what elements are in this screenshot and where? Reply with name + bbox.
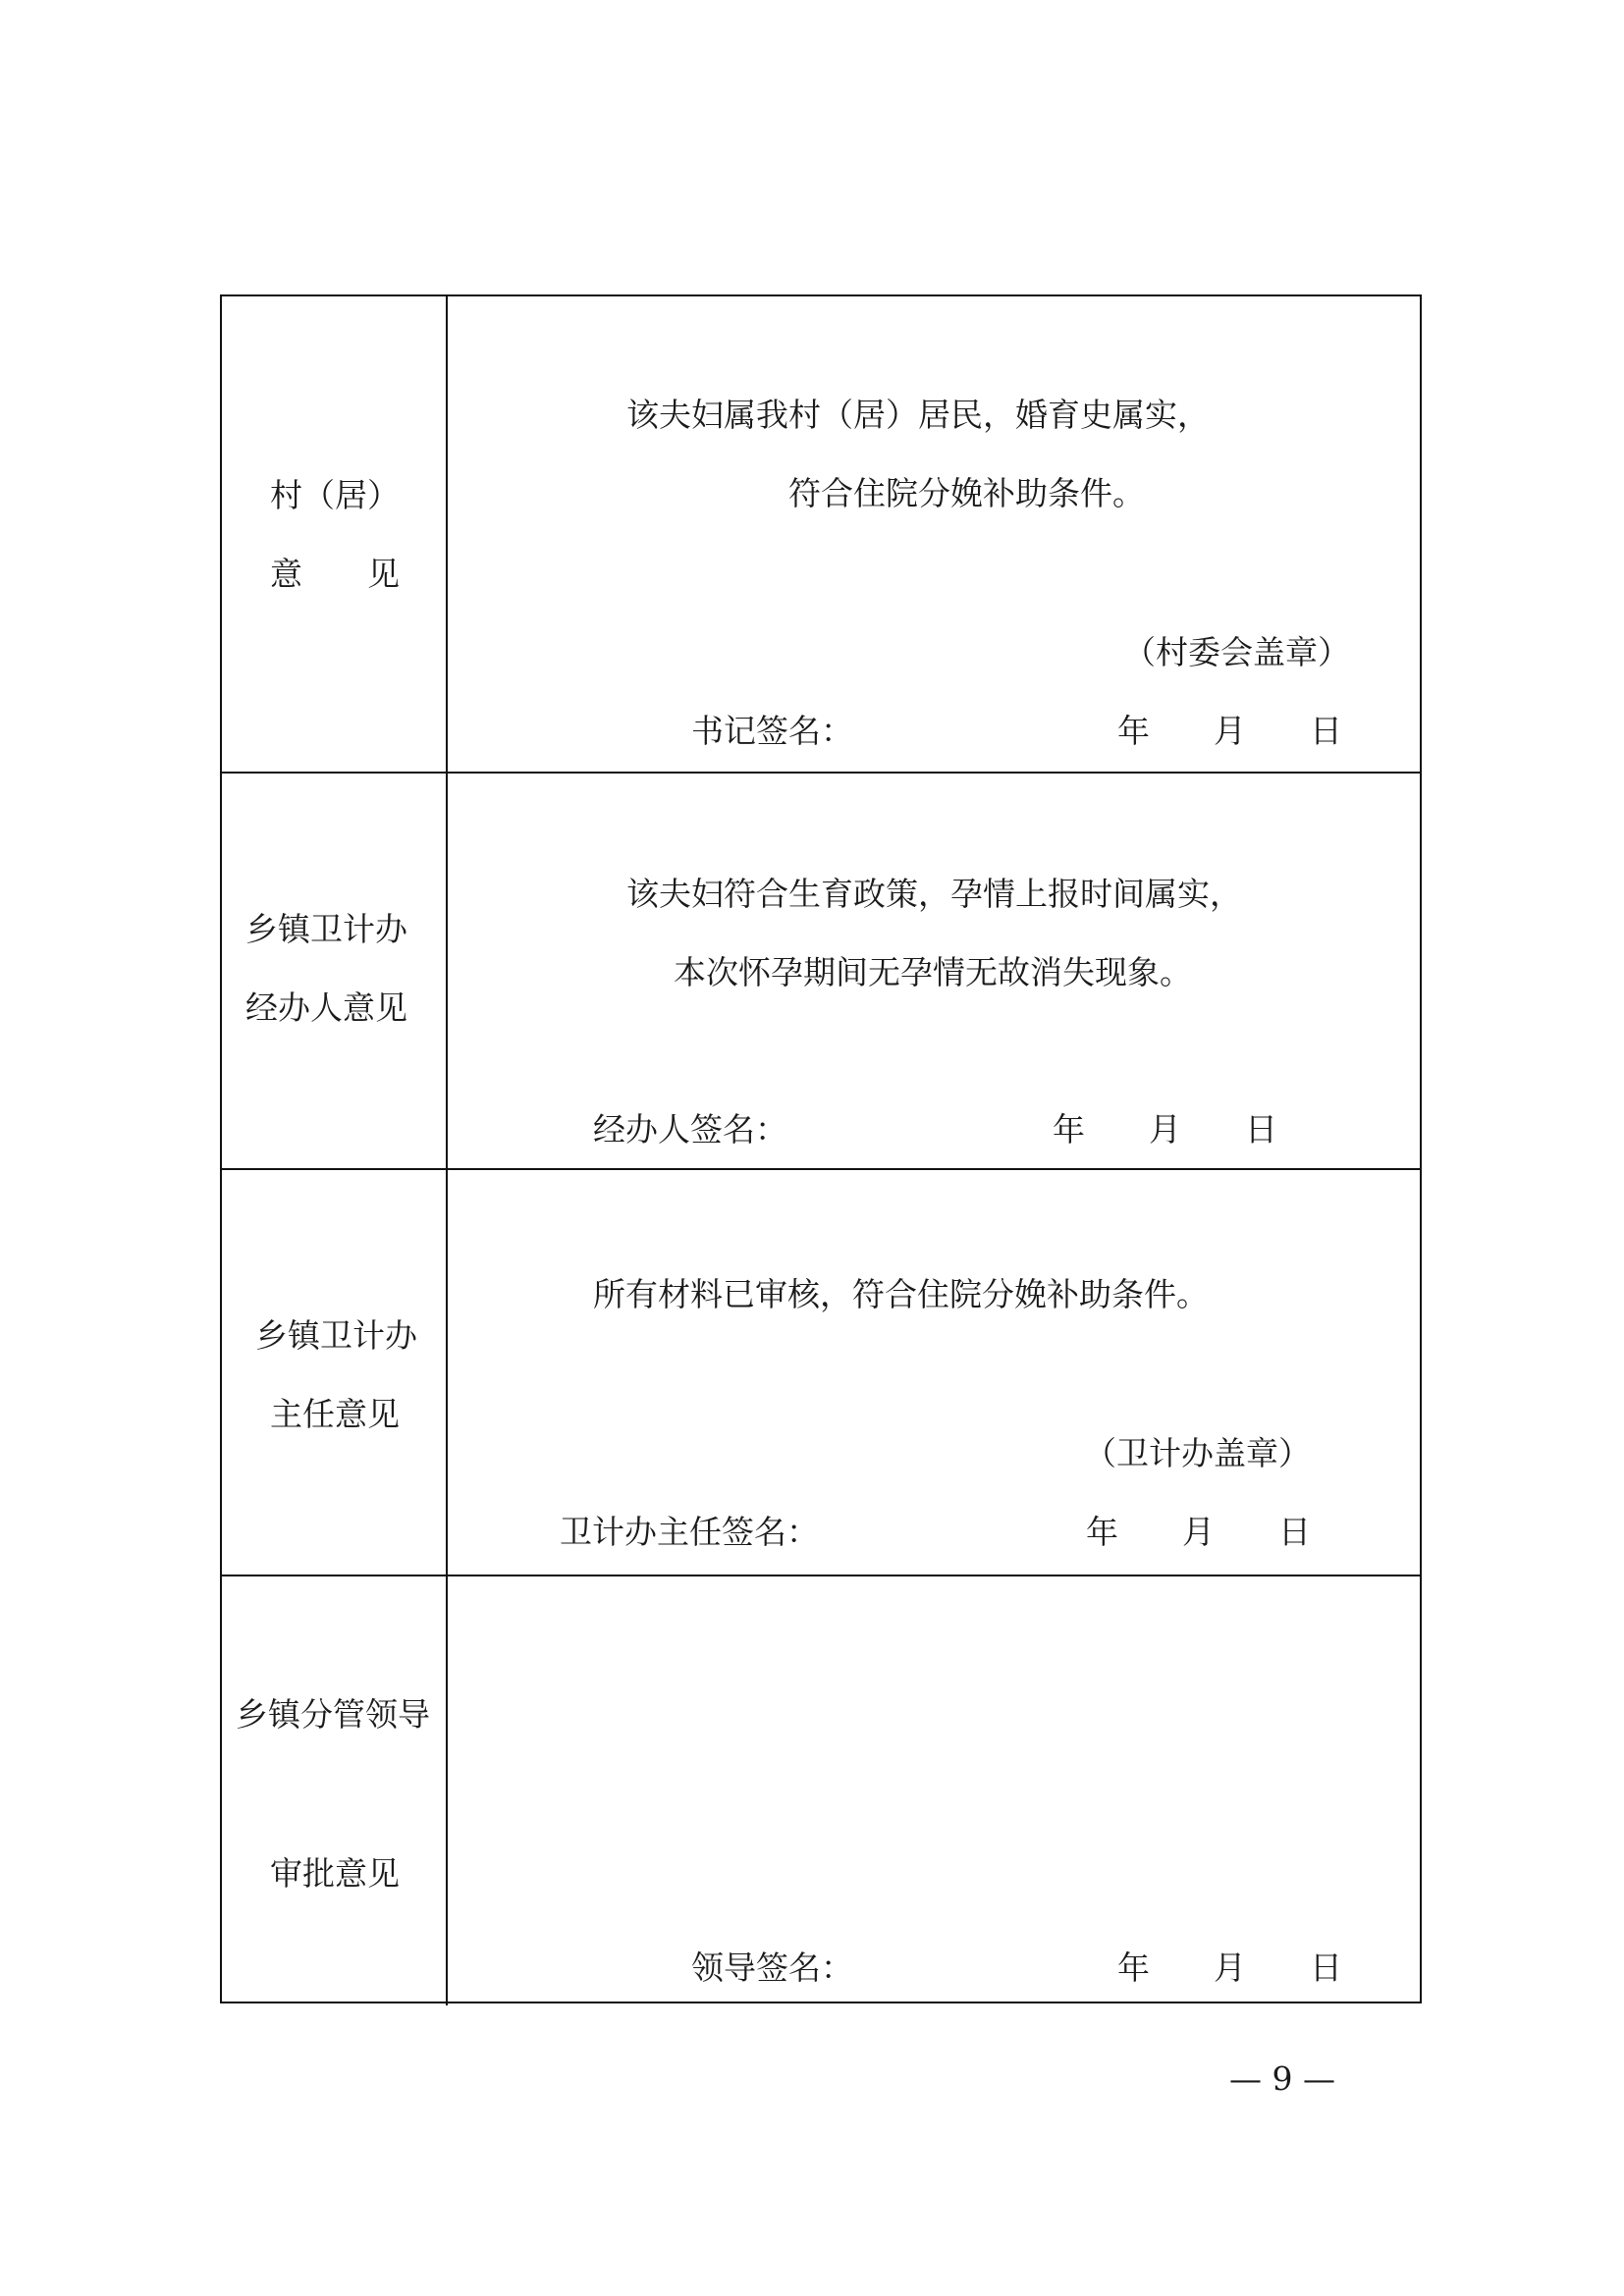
handler-label-line1: 乡镇卫计办 (245, 910, 407, 948)
director-label-line1: 乡镇卫计办 (255, 1316, 417, 1355)
handler-signature-label: 经办人签名： (593, 1110, 787, 1148)
handler-content-line1: 该夫妇符合生育政策，孕情上报时间属实， (626, 875, 1242, 913)
handler-opinion-label-cell (222, 774, 448, 1168)
village-stamp: （村委会盖章） (1123, 633, 1350, 671)
village-opinion-content-cell (448, 296, 1420, 772)
leader-approval-row (222, 1576, 1420, 2005)
handler-content-line2: 本次怀孕期间无孕情无故消失现象。 (674, 953, 1192, 991)
village-signature-label: 书记签名： (691, 712, 853, 750)
handler-month: 月 (1149, 1110, 1181, 1148)
village-content-line1: 该夫妇属我村（居）居民，婚育史属实， (626, 396, 1210, 434)
village-month: 月 (1214, 712, 1246, 750)
approval-form-table (220, 294, 1422, 2003)
director-opinion-label-cell (222, 1170, 448, 1575)
leader-label-line1: 乡镇分管领导 (236, 1695, 430, 1734)
director-opinion-content-cell (448, 1170, 1420, 1575)
leader-month: 月 (1214, 1949, 1246, 1987)
leader-approval-content-cell (448, 1576, 1420, 2005)
director-year: 年 (1086, 1513, 1118, 1551)
director-label-line2: 主任意见 (270, 1395, 400, 1433)
village-label-line1: 村（居） (270, 476, 400, 514)
director-signature-label: 卫计办主任签名： (560, 1513, 819, 1551)
leader-approval-label-cell (222, 1576, 448, 2005)
handler-label-line2: 经办人意见 (245, 988, 407, 1027)
director-content-line1: 所有材料已审核，符合住院分娩补助条件。 (593, 1275, 1209, 1313)
director-opinion-row (222, 1170, 1420, 1576)
village-opinion-label-cell (222, 296, 448, 772)
director-month: 月 (1182, 1513, 1215, 1551)
village-content-line2: 符合住院分娩补助条件。 (788, 474, 1145, 512)
handler-day: 日 (1245, 1110, 1277, 1148)
leader-signature-label: 领导签名： (691, 1949, 853, 1987)
leader-day: 日 (1310, 1949, 1342, 1987)
village-opinion-row (222, 296, 1420, 774)
leader-label-line2: 审批意见 (270, 1854, 400, 1893)
leader-year: 年 (1117, 1949, 1150, 1987)
director-day: 日 (1278, 1513, 1311, 1551)
village-year: 年 (1117, 712, 1150, 750)
village-label-line2: 意 见 (270, 555, 400, 593)
village-day: 日 (1310, 712, 1342, 750)
handler-opinion-row (222, 774, 1420, 1170)
handler-year: 年 (1053, 1110, 1085, 1148)
handler-opinion-content-cell (448, 774, 1420, 1168)
director-stamp: （卫计办盖章） (1084, 1434, 1311, 1472)
page-number: — 9 — (1229, 2059, 1335, 2098)
